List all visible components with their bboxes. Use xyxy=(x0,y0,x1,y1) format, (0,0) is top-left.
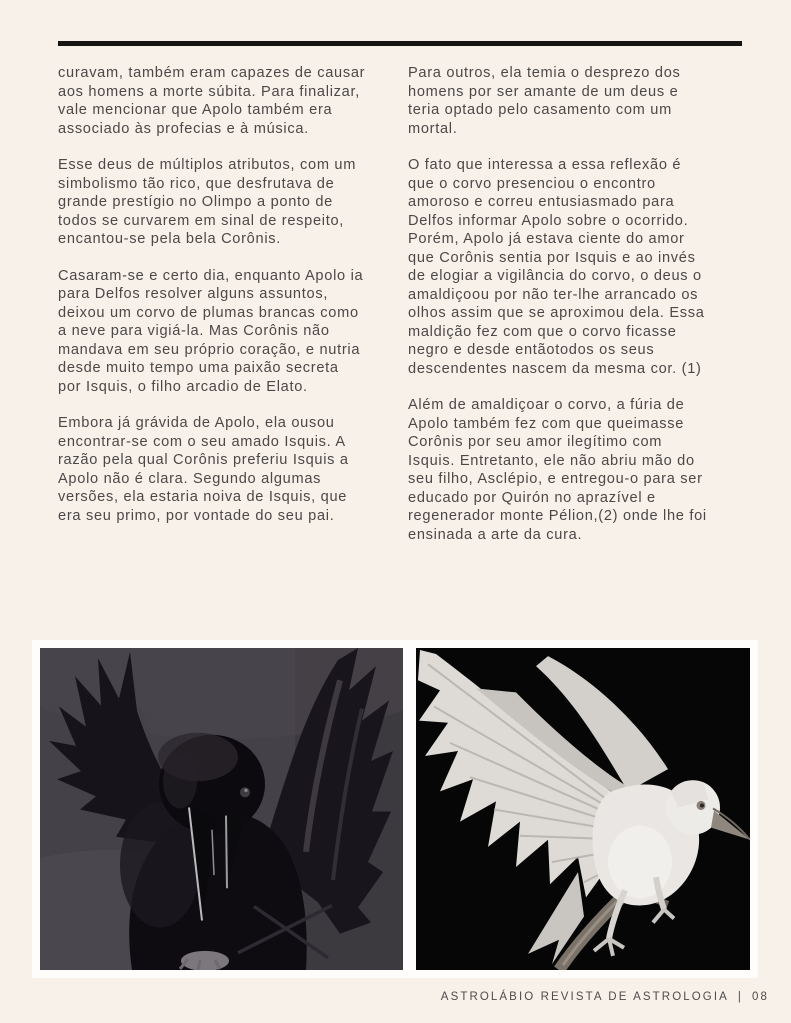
footer-separator: | xyxy=(737,991,743,1003)
top-rule-divider xyxy=(58,41,742,46)
page-number: 08 xyxy=(752,991,769,1003)
paragraph: O fato que interessa a essa reflexão é que o corvo presenciou o encontro amoroso e correu entusiasmado para Delfos informar Apolo sobre o ocorrido. Porém, Apolo já estava ciente do amor que Corônis sentia por Isquis e ao invés de elogiar a vigilância do corvo, o deus o amaldiçoou por não ter-lhe arrancado os olhos assim que se aproximou dela. Essa maldição fez com que o corvo ficasse negro e desde entãotodos os seus descendentes nascem da mesma cor. (1) xyxy=(408,157,705,377)
right-column xyxy=(408,64,710,562)
footer xyxy=(441,991,769,1003)
black-raven-illustration xyxy=(40,648,403,970)
left-column xyxy=(58,64,366,562)
paragraph: Para outros, ela temia o desprezo dos homens por ser amante de um deus e teria optado pelo casamento com um mortal. xyxy=(408,65,681,137)
article-body xyxy=(58,64,710,562)
white-crow-image xyxy=(416,648,750,970)
paragraph: Embora já grávida de Apolo, ela ousou encontrar-se com o seu amado Isquis. A razão pela qual Corônis preferiu Isquis a Apolo não é clara. Segundo algumas versões, ela estaria noiva de Isquis, que era seu primo, por vontade do seu pai. xyxy=(58,415,349,524)
paragraph: Casaram-se e certo dia, enquanto Apolo ia para Delfos resolver alguns assuntos, deixou um corvo de plumas brancas como a neve para vigiá-la. Mas Corônis não mandava em seu próprio coração, e nutria desde muito tempo uma paixão secreta por Isquis, o filho arcadio de Elato. xyxy=(58,267,364,395)
paragraph: Além de amaldiçoar o corvo, a fúria de Apolo também fez com que queimasse Corônis por seu amor ilegítimo com Isquis. Entretanto, ele não abriu mão do seu filho, Asclépio, e entregou-o para ser educado por Quirón no aprazível e regenerador monte Pélion,(2) onde lhe foi ensinada a arte da cura. xyxy=(408,397,707,543)
paragraph: curavam, também eram capazes de causar aos homens a morte súbita. Para finalizar, vale mencionar que Apolo também era associado às profecias e à música. xyxy=(58,65,366,137)
black-raven-image xyxy=(40,648,403,970)
magazine-title: ASTROLÁBIO REVISTA DE ASTROLOGIA xyxy=(440,991,729,1003)
paragraph: Esse deus de múltiplos atributos, com um simbolismo tão rico, que desfrutava de grande prestígio no Olimpo a ponto de todos se curvarem em sinal de respeito, encantou-se pela bela Corônis. xyxy=(58,157,357,247)
photo-gallery xyxy=(32,640,758,978)
white-crow-illustration xyxy=(416,648,750,970)
